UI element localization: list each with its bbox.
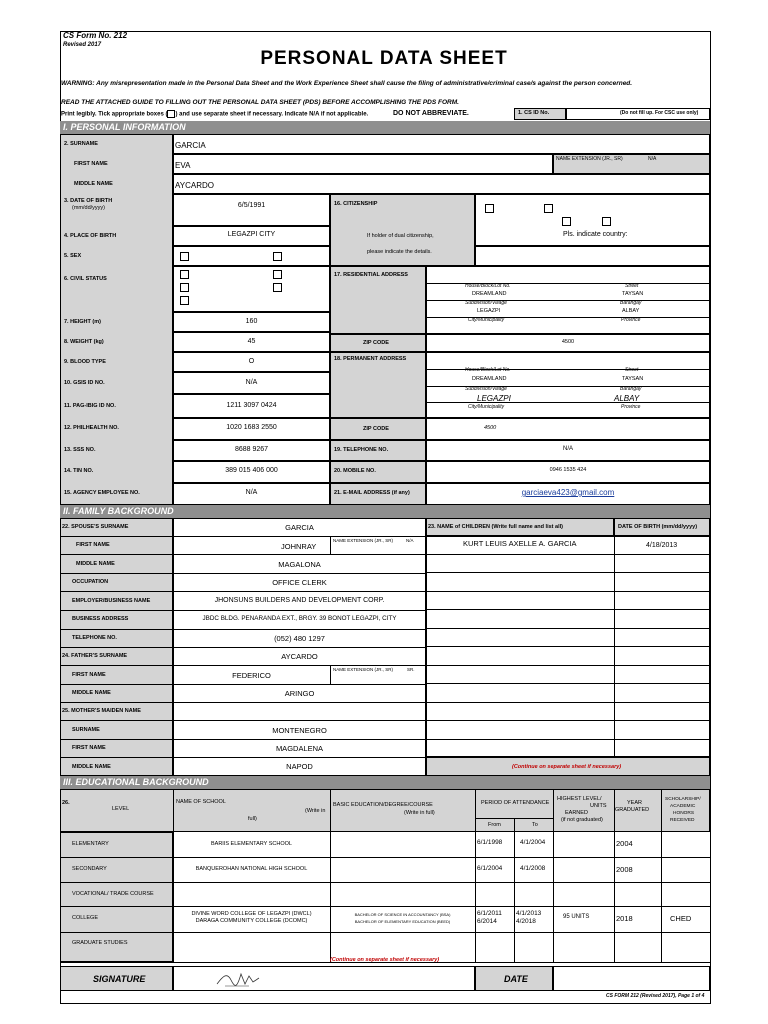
form-revision: Revised 2017	[63, 42, 102, 48]
blood-type-label: 9. BLOOD TYPE	[64, 359, 106, 365]
dob-field[interactable]	[173, 194, 330, 226]
edu-row-level: COLLEGE	[72, 915, 98, 921]
business-address-value: JBDC BLDG. PENARANDA EXT., BRGY. 39 BONOT LEGAZPI, CITY	[202, 615, 397, 622]
pob-value: LEGAZPI CITY	[227, 231, 276, 238]
edu-year-header-a: YEAR	[627, 800, 642, 806]
perm-zip-field[interactable]	[426, 418, 710, 440]
weight-label: 8. WEIGHT (kg)	[64, 339, 104, 345]
edu-level-header: LEVEL	[112, 806, 130, 812]
spouse-middle-label: MIDDLE NAME	[76, 561, 115, 567]
edu-to-header: To	[532, 822, 538, 828]
email-label: 21. E-MAIL ADDRESS (if any)	[334, 490, 410, 496]
sex-female-checkbox[interactable]	[273, 252, 282, 261]
gsis-value: N/A	[245, 379, 258, 386]
citizenship-label: 16. CITIZENSHIP	[334, 201, 378, 207]
form-code-footer: CS FORM 212 (Revised 2017), Page 1 of 4	[606, 993, 705, 999]
father-surname-label: 24. FATHER'S SURNAME	[62, 653, 128, 659]
agency-value: N/A	[245, 489, 258, 496]
edu-school-header-c: full)	[248, 816, 257, 822]
edu-row-school-2: DARAGA COMMUNITY COLLEGE (DCOMC)	[195, 918, 308, 924]
date-field[interactable]	[553, 966, 710, 991]
surname-field[interactable]	[173, 134, 710, 154]
perm-barangay-caption: Barangay	[620, 386, 642, 392]
business-address-label: BUSINESS ADDRESS	[72, 616, 129, 622]
edu-row-to: 4/1/2008	[520, 865, 546, 872]
res-city-caption: City/Municipality	[468, 317, 505, 323]
perm-barangay-value: TAYSAN	[622, 376, 644, 382]
children-header-label: 23. NAME of CHILDREN (Write full name and list all)	[428, 524, 563, 530]
telephone-value: N/A	[562, 446, 573, 452]
date-label: DATE	[504, 974, 528, 984]
spouse-telephone-value: (052) 480 1297	[274, 634, 325, 643]
first-name-value: EVA	[175, 161, 191, 170]
edu-row-year: 2008	[616, 865, 633, 874]
edu-honors-header-d: RECEIVED	[670, 818, 695, 823]
mother-middle-label: MIDDLE NAME	[72, 764, 111, 770]
civil-widowed-checkbox[interactable]	[180, 283, 189, 292]
employer-label: EMPLOYER/BUSINESS NAME	[72, 598, 151, 604]
father-ext-value: SR.	[407, 667, 415, 672]
edu-row-school: BARIIS ELEMENTARY SCHOOL	[211, 841, 292, 847]
weight-value: 45	[247, 338, 256, 345]
sss-value: 8688 9267	[234, 446, 269, 453]
indicate-country-label: Pls. indicate country:	[563, 231, 628, 238]
section-educational-background: III. EDUCATIONAL BACKGROUND	[60, 776, 710, 789]
perm-province-value: ALBAY	[614, 394, 640, 403]
edu-row-units: 95 UNITS	[563, 914, 590, 920]
tin-value: 389 015 406 000	[225, 467, 278, 474]
education-header-row	[60, 789, 710, 832]
child-name-value: KURT LEUIS AXELLE A. GARCIA	[463, 539, 577, 548]
spouse-ext-value: N/A	[406, 538, 414, 543]
country-field[interactable]	[475, 246, 710, 266]
gsis-label: 10. GSIS ID NO.	[64, 380, 105, 386]
perm-city-value: LEGAZPI	[477, 394, 511, 403]
citizenship-birth-checkbox[interactable]	[562, 217, 571, 226]
dob-value: 6/5/1991	[237, 202, 266, 209]
res-zip-label: ZIP CODE	[363, 340, 389, 346]
pagibig-label: 11. PAG-IBIG ID NO.	[64, 403, 116, 409]
signature-scribble	[215, 966, 260, 992]
perm-zip-value: 4500	[484, 425, 497, 431]
civil-separated-checkbox[interactable]	[273, 283, 282, 292]
pagibig-value: 1211 3097 0424	[226, 402, 277, 409]
instruction-part-b: ) and use separate sheet if necessary. Indicate N/A if not applicable.	[175, 111, 369, 118]
mobile-label: 20. MOBILE NO.	[334, 468, 376, 474]
spouse-first-value: JOHNRAY	[281, 542, 317, 551]
citizenship-filipino-checkbox[interactable]	[485, 204, 494, 213]
edu-honors-header-c: HONORS	[673, 811, 695, 816]
sex-label: 5. SEX	[64, 253, 82, 259]
agency-label: 15. AGENCY EMPLOYEE NO.	[64, 490, 140, 496]
sex-male-checkbox[interactable]	[180, 252, 189, 261]
edu-course-header-a: BASIC EDUCATION/DEGREE/COURSE	[333, 802, 433, 808]
perm-subdivision-value: DREAMLAND	[472, 376, 507, 382]
dual-citizenship-note-b: please indicate the details.	[367, 249, 432, 255]
philhealth-value: 1020 1683 2550	[226, 424, 277, 431]
edu-honors-header-b: ACADEMIC	[670, 804, 696, 809]
dual-citizenship-note-a: If holder of dual citizenship,	[367, 233, 434, 239]
civil-other-checkbox[interactable]	[180, 296, 189, 305]
cs-id-note: (Do not fill up. For CSC use only)	[620, 110, 699, 116]
edu-row-to-2: 4/2018	[516, 918, 536, 925]
res-province-value: ALBAY	[622, 308, 640, 314]
edu-row-school: DIVINE WORD COLLEGE OF LEGAZPI (DWCL)	[191, 911, 312, 917]
res-subdivision-caption: Subdivision/Village	[465, 300, 507, 306]
family-continue-note: (Continue on separate sheet if necessary)	[512, 764, 622, 770]
telephone-label: 19. TELEPHONE NO.	[334, 447, 389, 453]
email-value: garciaeva423@gmail.com	[521, 488, 615, 497]
edu-row-honors: CHED	[670, 914, 692, 923]
name-extension-label: NAME EXTENSION (JR., SR)	[556, 156, 623, 162]
father-surname-value: AYCARDO	[281, 652, 318, 661]
edu-school-header-b: (Write in	[305, 808, 326, 814]
instruction-part-a: Print legibly. Tick appropriate boxes (	[61, 111, 168, 118]
edu-row-level: ELEMENTARY	[72, 841, 109, 847]
middle-name-label: MIDDLE NAME	[74, 181, 113, 187]
tin-label: 14. TIN NO.	[64, 468, 94, 474]
no-abbreviate-note: DO NOT ABBREVIATE.	[393, 110, 469, 117]
edu-row-course: BACHELOR OF SCIENCE IN ACCOUNTANCY (BSA)	[354, 912, 451, 917]
height-value: 160	[245, 318, 258, 325]
res-barangay-caption: Barangay	[620, 300, 642, 306]
edu-row-level: SECONDARY	[72, 866, 107, 872]
edu-period-header: PERIOD OF ATTENDANCE	[481, 800, 550, 806]
mobile-value: 0946 1535 424	[549, 467, 587, 473]
edu-row-year: 2018	[616, 914, 633, 923]
father-middle-value: ARINGO	[284, 689, 315, 698]
edu-row-course-2: BACHELOR OF ELEMENTARY EDUCATION (BEED)	[354, 919, 451, 924]
edu-row-year: 2004	[616, 839, 633, 848]
res-street-caption: Street	[625, 283, 639, 289]
perm-street-caption: Street	[625, 367, 639, 373]
edu-honors-header-a: SCHOLARSHIP/	[665, 797, 701, 802]
name-extension-value: N/A	[648, 156, 657, 162]
middle-name-value: AYCARDO	[175, 181, 214, 190]
edu-year-header-b: GRADUATED	[615, 807, 650, 813]
perm-subdivision-caption: Subdivision/Village	[465, 386, 507, 392]
philhealth-label: 12. PHILHEALTH NO.	[64, 425, 119, 431]
cs-id-label: 1. CS ID No.	[518, 110, 550, 116]
middle-name-field[interactable]	[173, 174, 710, 194]
mother-first-value: MAGDALENA	[275, 744, 324, 753]
spouse-surname-label: 22. SPOUSE'S SURNAME	[62, 524, 129, 530]
pob-label: 4. PLACE OF BIRTH	[64, 233, 117, 239]
surname-value: GARCIA	[175, 141, 206, 150]
res-barangay-value: TAYSAN	[622, 291, 644, 297]
permanent-address-label: 18. PERMANENT ADDRESS	[334, 356, 407, 362]
edu-row-school: BANQUEROHAN NATIONAL HIGH SCHOOL	[195, 866, 308, 872]
sex-field[interactable]	[173, 246, 330, 266]
civil-status-label: 6. CIVIL STATUS	[64, 276, 107, 282]
father-first-label: FIRST NAME	[72, 672, 106, 678]
perm-house-caption: House/Block/Lot No.	[465, 367, 511, 373]
edu-school-header-a: NAME OF SCHOOL	[176, 799, 226, 805]
mother-surname-value: MONTENEGRO	[272, 726, 327, 735]
mother-first-label: FIRST NAME	[72, 745, 106, 751]
children-dob-label: DATE OF BIRTH (mm/dd/yyyy)	[618, 524, 698, 530]
education-continue-note: (Continue on separate sheet if necessary)	[330, 957, 440, 963]
height-label: 7. HEIGHT (m)	[64, 319, 101, 325]
edu-row-level: VOCATIONAL/ TRADE COURSE	[72, 891, 154, 897]
edu-highest-header-d: (if not graduated)	[561, 817, 603, 823]
child-dob-value: 4/18/2013	[646, 542, 678, 549]
spouse-middle-value: MAGALONA	[278, 560, 321, 569]
occupation-value: OFFICE CLERK	[272, 578, 327, 587]
edu-row-from-2: 6/2014	[477, 918, 497, 925]
edu-number-label: 26.	[62, 800, 70, 806]
edu-row-level: GRADUATE STUDIES	[72, 940, 128, 946]
signature-label: SIGNATURE	[93, 974, 146, 984]
edu-row-from: 6/1/1998	[477, 839, 503, 846]
form-number: CS Form No. 212	[63, 31, 128, 40]
surname-label: 2. SURNAME	[64, 141, 98, 147]
spouse-first-label: FIRST NAME	[76, 542, 110, 548]
civil-single-checkbox[interactable]	[180, 270, 189, 279]
edu-course-header-b: (Write in full)	[404, 810, 435, 816]
dob-format: (mm/dd/yyyy)	[72, 205, 105, 211]
section-personal-info: I. PERSONAL INFORMATION	[60, 121, 710, 134]
edu-highest-header-c: EARNED	[565, 810, 588, 816]
blood-type-value: O	[248, 358, 255, 365]
edu-row-from: 6/1/2011	[477, 910, 502, 917]
res-zip-value: 4500	[561, 339, 575, 345]
edu-row-to: 4/1/2004	[520, 839, 546, 846]
employer-value: JHONSUNS BUILDERS AND DEVELOPMENT CORP.	[214, 597, 385, 604]
guide-text: READ THE ATTACHED GUIDE TO FILLING OUT THE PERSONAL DATA SHEET (PDS) BEFORE ACCOMPLISHING THE PDS FORM.	[61, 99, 459, 106]
father-ext-label: NAME EXTENSION (JR., SR)	[333, 667, 394, 672]
perm-zip-label: ZIP CODE	[363, 426, 389, 432]
res-subdivision-value: DREAMLAND	[472, 291, 507, 297]
father-first-value: FEDERICO	[232, 671, 271, 680]
civil-married-checkbox[interactable]	[273, 270, 282, 279]
occupation-label: OCCUPATION	[72, 579, 109, 585]
citizenship-field[interactable]	[475, 194, 710, 246]
edu-from-header: From	[488, 822, 501, 828]
mother-maiden-label: 25. MOTHER'S MAIDEN NAME	[62, 708, 141, 714]
res-house-caption: House/Block/Lot No.	[465, 283, 511, 289]
spouse-surname-value: GARCIA	[285, 523, 314, 532]
res-province-caption: Province	[621, 317, 641, 323]
citizenship-dual-checkbox[interactable]	[544, 204, 553, 213]
first-name-label: FIRST NAME	[74, 161, 108, 167]
mother-middle-value: NAPOD	[286, 762, 313, 771]
section-family-background: II. FAMILY BACKGROUND	[60, 505, 710, 518]
residential-address-label: 17. RESIDENTIAL ADDRESS	[334, 272, 408, 278]
perm-province-caption: Province	[621, 404, 641, 410]
page-title: PERSONAL DATA SHEET	[260, 48, 508, 69]
mother-surname-label: SURNAME	[72, 727, 100, 733]
father-middle-label: MIDDLE NAME	[72, 690, 111, 696]
dob-label: 3. DATE OF BIRTH	[64, 198, 113, 204]
spouse-ext-label: NAME EXTENSION (JR., SR)	[333, 538, 394, 543]
edu-row-from: 6/1/2004	[477, 865, 503, 872]
telephone-no-label: TELEPHONE NO.	[72, 635, 117, 641]
citizenship-naturalization-checkbox[interactable]	[602, 217, 611, 226]
warning-text: WARNING: Any misrepresentation made in the Personal Data Sheet and the Work Experience Sheet shall cause the filing of administrative/criminal case/s against the person concerned.	[61, 80, 633, 87]
edu-highest-header-b: UNITS	[590, 803, 607, 809]
edu-row-to: 4/1/2013	[516, 910, 542, 917]
first-name-field[interactable]	[173, 154, 553, 174]
sss-label: 13. SSS NO.	[64, 447, 96, 453]
edu-highest-header-a: HIGHEST LEVEL/	[557, 796, 602, 802]
res-city-value: LEGAZPI	[477, 308, 501, 314]
civil-status-field[interactable]	[173, 266, 330, 312]
perm-city-caption: City/Municipality	[468, 404, 505, 410]
